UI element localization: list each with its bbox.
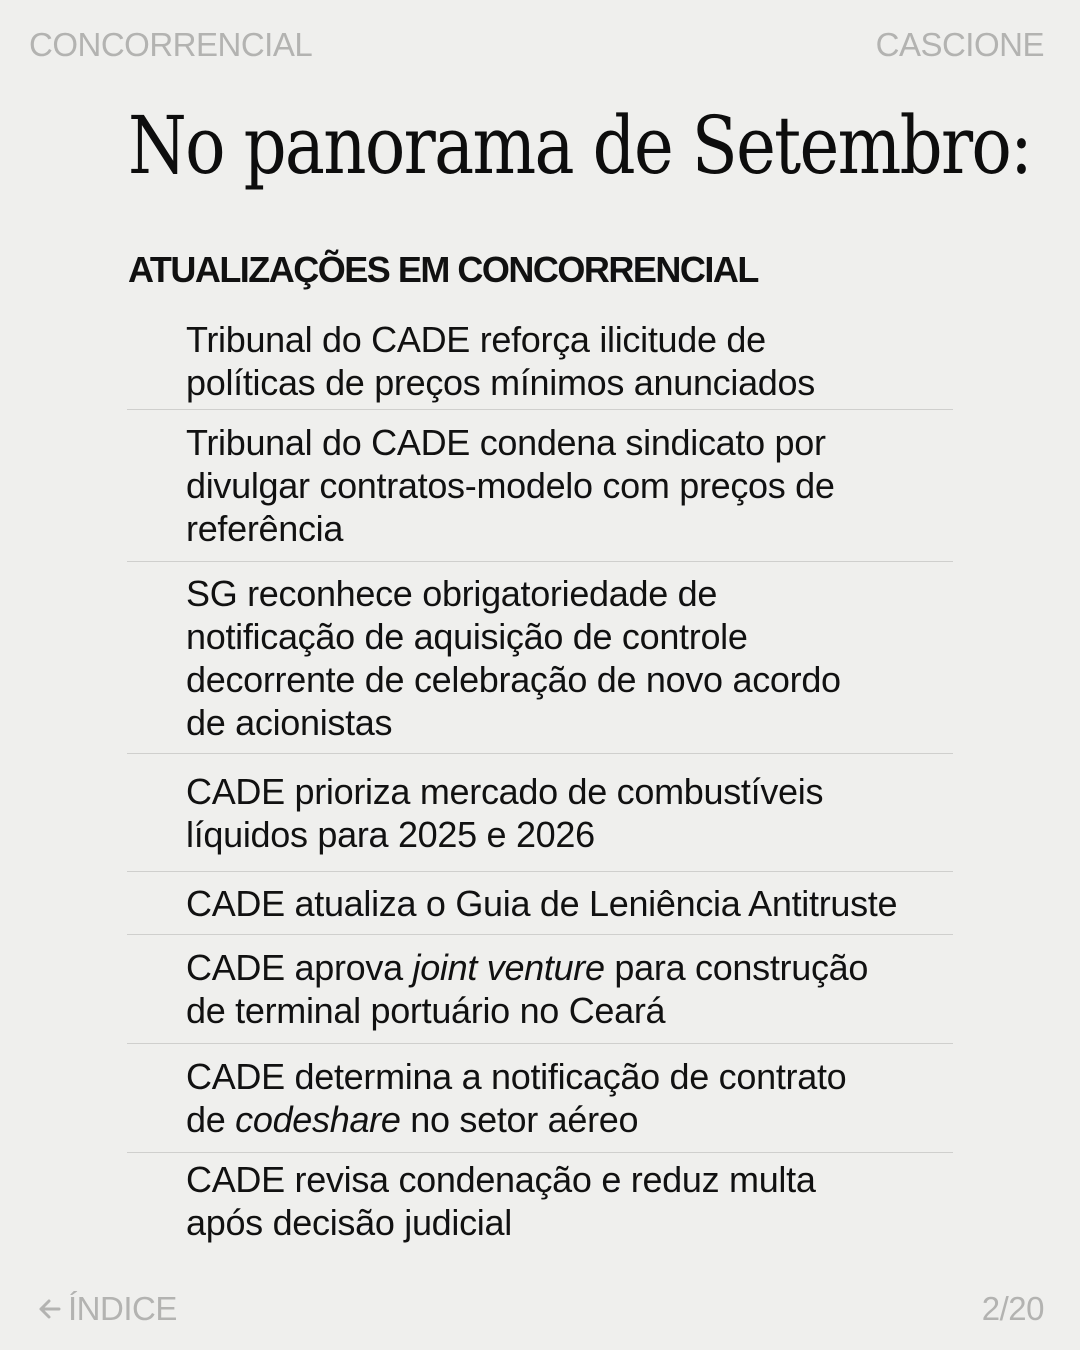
news-item: [127, 1153, 953, 1249]
news-item: [127, 1044, 953, 1153]
news-item-line: de codeshare no setor aéreo: [186, 1099, 639, 1140]
news-item: [127, 935, 953, 1044]
news-item: [127, 754, 953, 872]
arrow-left-icon: [36, 1296, 62, 1322]
news-item-line: de acionistas: [186, 701, 393, 743]
news-item-line: referência: [186, 508, 344, 549]
news-item: [127, 312, 953, 410]
news-item-line: após decisão judicial: [186, 1202, 512, 1243]
news-item-line: Tribunal do CADE reforça ilicitude de: [186, 318, 766, 360]
news-item-line: de terminal portuário no Ceará: [186, 990, 666, 1031]
news-item-line: CADE revisa condenação e reduz multa: [186, 1159, 816, 1200]
index-link[interactable]: [36, 1290, 177, 1328]
news-item-line: decorrente de celebração de novo acordo: [186, 658, 841, 700]
news-item-line: CADE atualiza o Guia de Leniência Antitruste: [186, 882, 898, 924]
emphasized-term: codeshare: [235, 1099, 401, 1140]
emphasized-term: joint venture: [412, 947, 605, 988]
page-title: No panorama de Setembro:: [128, 99, 1032, 192]
news-item: [127, 562, 953, 754]
news-item-text: [186, 318, 815, 404]
news-item-text: [186, 1055, 846, 1141]
news-item: [127, 872, 953, 935]
news-item-line: Tribunal do CADE condena sindicato por: [186, 422, 826, 463]
news-item: [127, 410, 953, 562]
news-item-text: [186, 421, 835, 550]
page-counter: 2/20: [981, 1290, 1044, 1327]
section-tag: CONCORRENCIAL: [29, 26, 313, 63]
index-label: ÍNDICE: [68, 1290, 177, 1327]
news-item-text: [186, 1158, 816, 1244]
news-list: [127, 312, 953, 1249]
news-item-line: notificação de aquisição de controle: [186, 615, 748, 657]
section-heading: ATUALIZAÇÕES EM CONCORRENCIAL: [128, 249, 758, 290]
news-item-text: [186, 882, 897, 925]
news-item-line: líquidos para 2025 e 2026: [186, 813, 595, 855]
news-item-line: CADE aprova joint venture para construção: [186, 947, 869, 988]
news-item-line: CADE prioriza mercado de combustíveis: [186, 770, 824, 812]
news-item-text: [186, 946, 868, 1032]
news-item-line: políticas de preços mínimos anunciados: [186, 361, 815, 403]
news-item-line: divulgar contratos-modelo com preços de: [186, 465, 835, 506]
news-item-text: [186, 572, 841, 744]
news-item-line: CADE determina a notificação de contrato: [186, 1056, 847, 1097]
news-item-text: [186, 770, 823, 856]
brand-name: CASCIONE: [875, 26, 1044, 63]
news-item-line: SG reconhece obrigatoriedade de: [186, 572, 718, 614]
